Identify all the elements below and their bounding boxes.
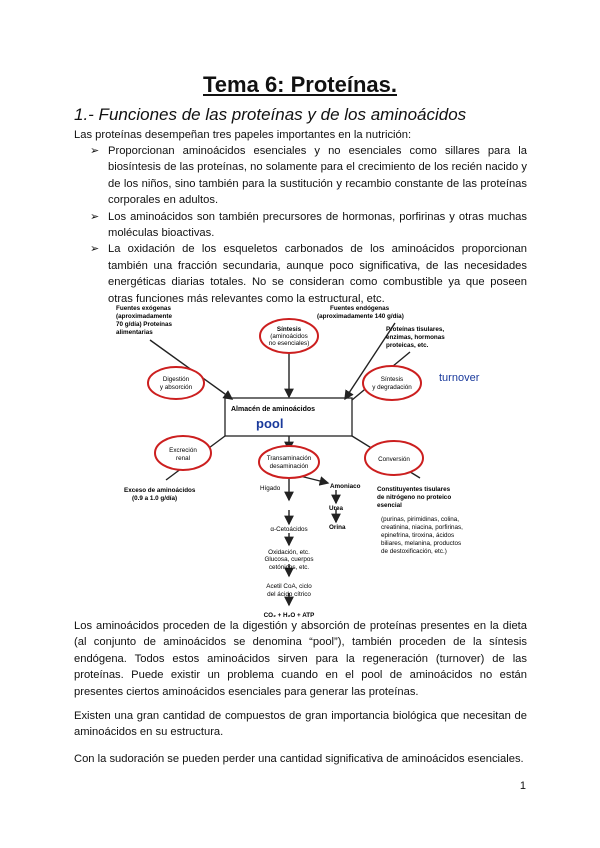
excrecion-label: Excreción [169,447,197,454]
turnover-label: turnover [439,372,480,384]
glucosa-label: cetónicos, etc. [268,564,310,571]
amoniaco-label: Amoniaco [330,483,361,490]
sintesis-degradacion-circle [363,366,421,400]
constituyentes-label: de nitrógeno no proteico [377,494,452,501]
transaminacion-circle [259,446,319,478]
digestion-circle [148,367,204,399]
sintesis-label: Síntesis [276,326,302,333]
sintesis-degradacion-label: Síntesis [380,376,404,383]
arrow-bullet-icon: ➢ [90,243,100,256]
conversion-label: Conversión [378,456,410,463]
digestion-label: y absorción [159,384,193,391]
constituyentes-list: creatinina, niacina, porfirinas, [381,524,463,531]
pool-box [225,398,352,436]
paragraph: Existen una gran cantidad de compuestos de gran importancia biológica que necesitan de aminoácidos en su estructura. [74,710,527,739]
constituyentes-list: (purinas, pirimidinas, colina, [381,516,460,523]
proteinas-tisulares-label: proteicas, etc. [386,342,429,349]
proteinas-tisulares-label: enzimas, hormonas [386,334,445,341]
acetil-label: del ácido cítrico [267,591,311,598]
constituyentes-list: biliares, melanina, productos [381,540,462,547]
fuentes-exogenas-label: (aproximadamente [116,313,172,320]
proteinas-tisulares-label: Proteínas tisulares, [386,326,445,333]
bullet-text: Proporcionan aminoácidos esenciales y no esenciales como sillares para la biosíntesis de las proteínas, no solamente para el crecimiento de los recién nacido y de los niños, sino también para la sustitución y recambio constante de las proteínas corporales en adultos. [108,145,527,207]
digestion-label: Digestión [162,376,190,383]
sintesis-label: (aminoácidos [270,333,308,340]
fuentes-exogenas-label: Fuentes exógenas [116,305,171,312]
almacen-label: Almacén de aminoácidos [231,406,316,413]
exceso-label: Exceso de aminoácidos [124,487,196,494]
transaminacion-label: Transaminación [266,455,312,462]
constituyentes-list: de destoxificación, etc.) [381,548,447,555]
transaminacion-label: desaminación [269,463,309,470]
fuentes-endogenas-label: Fuentes endógenas [330,305,390,312]
sintesis-degradacion-label: y degradación [372,384,412,391]
fuentes-exogenas-label: 70 g/día) Proteínas [116,321,172,328]
line-to-amoniaco [300,476,328,483]
section-heading: 1.- Funciones de las proteínas y de los aminoácidos [74,105,467,124]
cetoacidos-label: α-Cetoácidos [270,526,308,533]
urea-label: Urea [329,505,344,512]
constituyentes-label: Constituyentes tisulares [377,486,451,493]
exceso-label: (0.9 a 1.0 g/día) [132,495,178,502]
pool-label: pool [256,416,284,431]
page-number: 1 [519,780,526,792]
arrow-bullet-icon: ➢ [90,145,100,157]
orina-label: Orina [329,524,346,531]
co2-label: CO₂ + H₂O + ATP [263,612,315,619]
bullet-text: La oxidación de los esqueletos carbonados de los aminoácidos proporcionan también una fracción secundaria, aunque poco significativa, de las necesidades energéticas diarias totales. No se consideran como combustible ya que poseen otras funciones más relevantes como la estructural, etc. [108,243,527,305]
page-title: Tema 6: Proteínas. [203,72,397,97]
oxidacion-label: Oxidación, etc. [268,549,310,556]
bullet-text: Los aminoácidos son también precursores de hormonas, porfirinas y otras muchas moléculas bioactivas. [108,210,527,240]
glucosa-label: Glucosa, cuerpos [264,556,314,563]
arrow-bullet-icon: ➢ [90,210,100,223]
fuentes-endogenas-label: (aproximadamente 140 g/día) [317,313,404,320]
paragraph: Con la sudoración se pueden perder una cantidad significativa de aminoácidos esenciales. [74,753,524,765]
excrecion-label: renal [175,455,191,462]
higado-label: Hígado [260,485,281,492]
constituyentes-list: epinefrina, tiroxina, ácidos [381,532,455,539]
acetil-label: Acetil CoA, ciclo [266,583,312,590]
constituyentes-label: esencial [377,502,402,509]
sintesis-label: no esenciales) [268,340,310,347]
intro-paragraph: Las proteínas desempeñan tres papeles importantes en la nutrición: [74,129,412,141]
fuentes-exogenas-label: alimentarias [116,329,153,336]
paragraph: Los aminoácidos proceden de la digestión y absorción de proteínas presentes en la dieta (al conjunto de aminoácidos se denomina “pool”), también proceden de la síntesis endógena. Todos estos aminoácidos sirven para la regeneración (turnover) de las proteínas. Puede existir un problema cuando en el pool de aminoácidos no están presentes ciertos aminoácidos esenciales para generar las proteínas. [74,620,527,698]
